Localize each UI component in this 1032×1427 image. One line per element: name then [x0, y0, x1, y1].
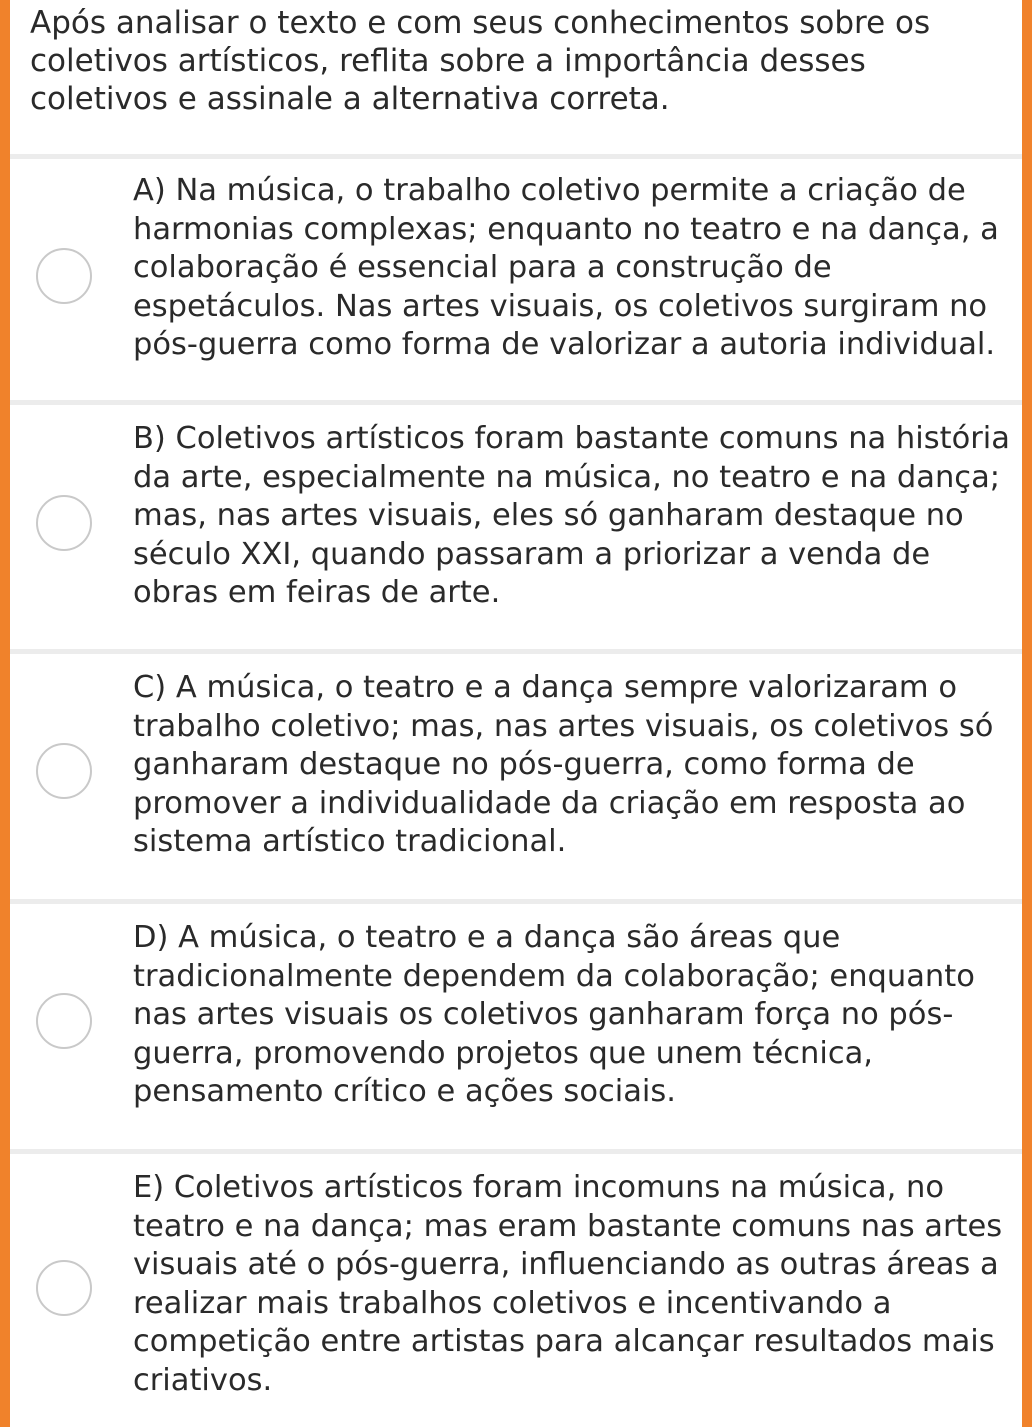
radio-circle-icon[interactable] [36, 743, 92, 799]
option-e-text: E) Coletivos artísticos foram incomuns na música, no teatro e na dança; mas eram bastante comuns nas artes visuais até o pós-guerra, influenciando as outras áreas a realizar mais trabalhos coletivos e incentivando a competição entre artistas para alcançar resultados mais criativos. [133, 1170, 1003, 1398]
option-a-text: A) Na música, o trabalho coletivo permite a criação de harmonias complexas; enquanto no teatro e na dança, a colaboração é essencial para a construção de espetáculos. Nas artes visuais, os coletivos surgiram no pós-guerra como forma de valorizar a autoria individual. [133, 173, 999, 362]
option-a[interactable] [10, 159, 1022, 400]
option-e[interactable] [10, 1154, 1022, 1427]
option-b[interactable] [10, 405, 1022, 649]
radio-circle-icon[interactable] [36, 248, 92, 304]
option-c-text: C) A música, o teatro e a dança sempre valorizaram o trabalho coletivo; mas, nas artes visuais, os coletivos só ganharam destaque no pós-guerra, como forma de promover a individualidade da criação em resposta ao sistema artístico tradicional. [133, 670, 994, 859]
right-accent-bar [1022, 0, 1032, 1427]
option-c[interactable] [10, 654, 1022, 899]
option-d[interactable] [10, 904, 1022, 1149]
left-accent-bar [0, 0, 10, 1427]
option-d-text: D) A música, o teatro e a dança são áreas que tradicionalmente dependem da colaboração; enquanto nas artes visuais os coletivos ganharam força no pós-guerra, promovendo projetos que unem técnica, pensamento crítico e ações sociais. [133, 920, 975, 1109]
radio-circle-icon[interactable] [36, 1260, 92, 1316]
question-text: Após analisar o texto e com seus conhecimentos sobre os coletivos artísticos, reflita sobre a importância desses coletivos e assinale a alternativa correta. [30, 5, 931, 117]
radio-circle-icon[interactable] [36, 993, 92, 1049]
radio-circle-icon[interactable] [36, 495, 92, 551]
option-b-text: B) Coletivos artísticos foram bastante comuns na história da arte, especialmente na música, no teatro e na dança; mas, nas artes visuais, eles só ganharam destaque no século XXI, quando passaram a priorizar a venda de obras em feiras de arte. [133, 421, 1010, 610]
